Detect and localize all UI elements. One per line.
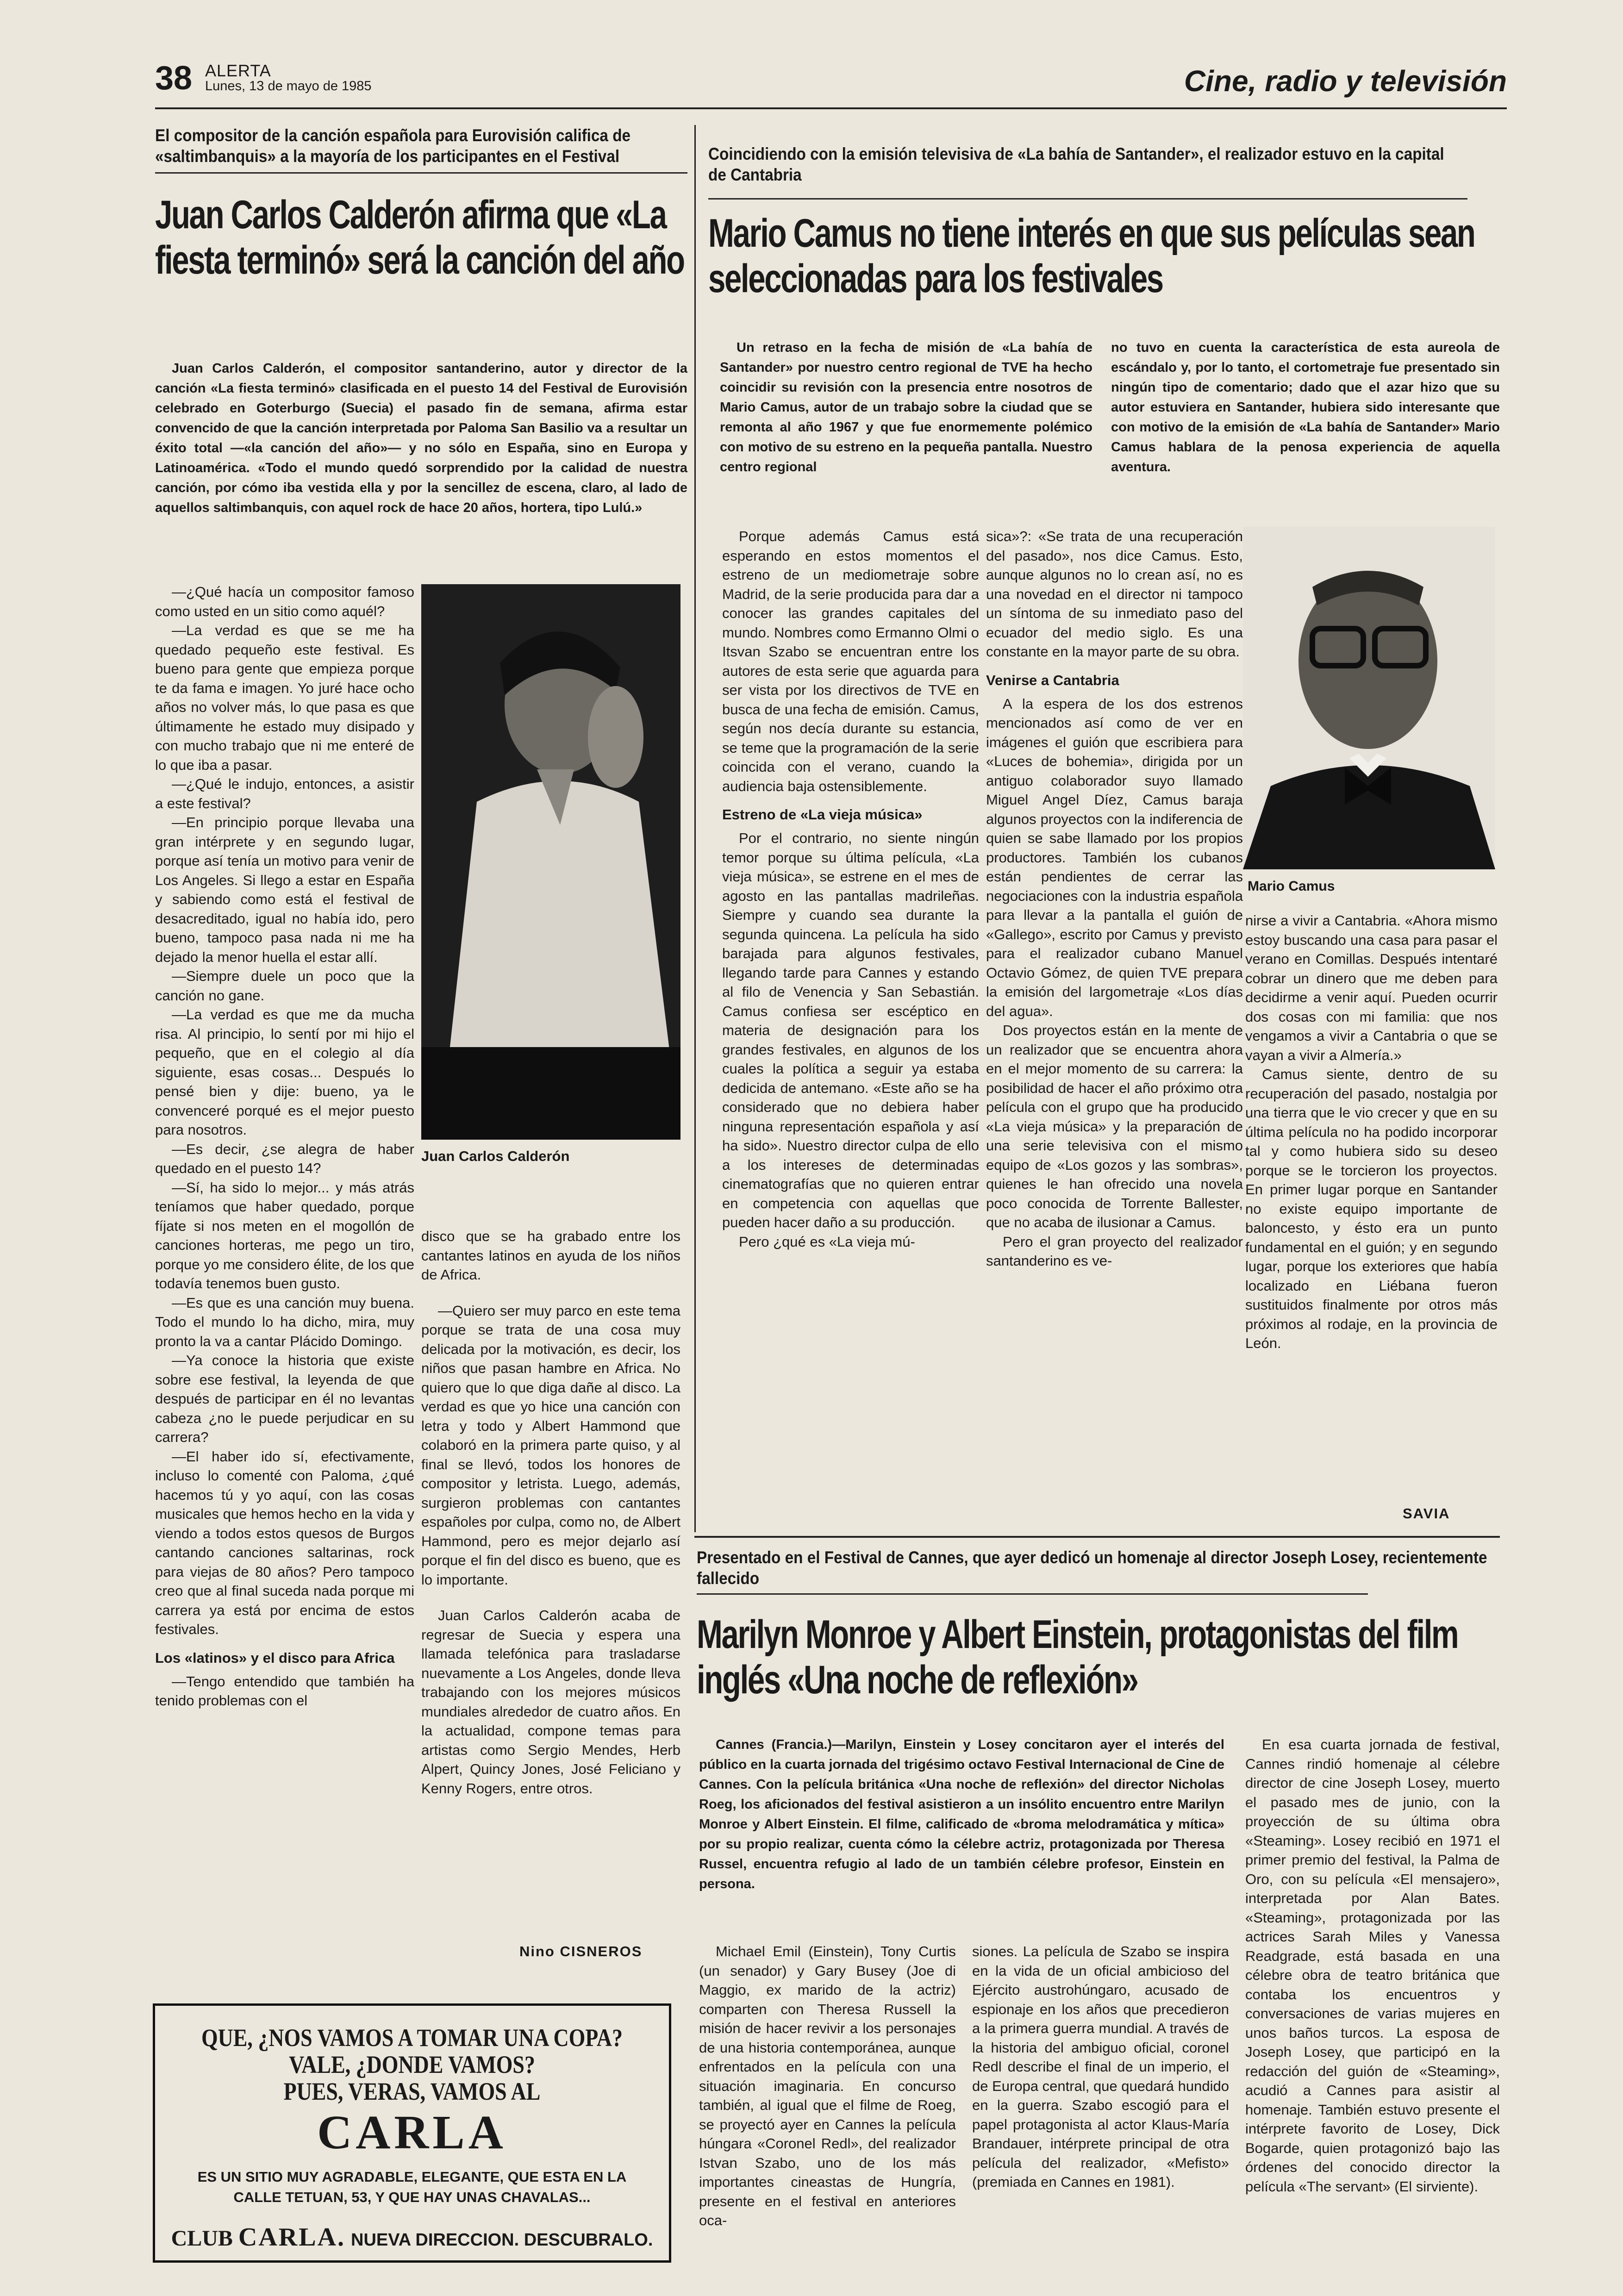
calderon-portrait-image (421, 584, 680, 1140)
calderon-paragraph: —¿Qué hacía un compositor famoso como usted en un sitio como aquél? (155, 584, 414, 619)
camus-paragraph: Camus siente, dentro de su recuperación del pasado, nostalgia por una tierra que le vio crecer y que en su última película no ha podido incorporar tal y como hubiera sido su deseo porque se le torcieron los proyectos. En primer lugar porque en Santander no existe equipo importante de baloncesto, y ésto era un punto fundamental en el guión; y en segundo lugar, porque los exteriores que había localizado en Liébana fueron sustituidos finalmente por otros más próximos al rodaje, en la provincia de León. (1245, 1066, 1498, 1351)
calderon-byline: Nino CISNEROS (519, 1943, 643, 1959)
camus-paragraph: nirse a vivir a Cantabria. «Ahora mismo estoy buscando una casa para pasar el verano en Comillas. Después intentaré cobrar un dinero que me deben para decidirme a venir aquí. Pueden ocurrir dos cosas con mi familia: que nos vengamos a vivir a Cantabria o que se vayan a vivir a Almería.» (1245, 912, 1498, 1063)
camus-subhead-2: Venirse a Cantabria (986, 672, 1119, 688)
camus-byline: SAVIA (1403, 1505, 1450, 1522)
losey-lead-text: Cannes (Francia.)—Marilyn, Einstein y Losey concitaron ayer el interés del público en la cuarta jornada del trigésimo octavo Festival Internacional de Cine de Cannes. Con la película británica «Una noche de reflexión» del director Nicholas Roeg, los aficionados del festival asistieron a un insólito encuentro entre Marilyn Monroe y Albert Einstein. El filme, calificado de «broma melodramática y mítica» por su propio realizar, cuenta cómo la célebre actriz, protagonizada por Theresa Russel, encuentra refugio al lado de un también célebre profesor, Einstein en persona. (699, 1737, 1224, 1891)
calderon-paragraph: disco que se ha grabado entre los cantantes latinos en ayuda de los niños de Africa. (421, 1228, 680, 1283)
header-rule (155, 107, 1507, 109)
losey-headline: Marilyn Monroe y Albert Einstein, protagonistas del film inglés «Una noche de reflexión» (697, 1612, 1458, 1702)
ad-line-1: QUE, ¿NOS VAMOS A TOMAR UNA COPA? (201, 2024, 623, 2052)
calderon-paragraph: —Siempre duele un poco que la canción no gane. (155, 968, 414, 1004)
calderon-paragraph: Juan Carlos Calderón acaba de regresar de Suecia y espera una llamada telefónica para trasladarse nuevamente a Los Angeles, donde lleva trabajando con los mejores músicos mundiales alrededor de cuatro años. En la actualidad, compone temas para artistas como Sergio Mendes, Herb Alpert, Quincy Jones, José Feliciano y Kenny Rogers, entre otros. (421, 1607, 680, 1797)
calderon-column-2 (421, 1227, 680, 1798)
ad-footer-club: CLUB (171, 2226, 233, 2251)
camus-photo (1243, 527, 1495, 869)
camus-paragraph: A la espera de los dos estrenos mencionados así como de ver en imágenes el guión que escribiera para «Luces de bohemia», dirigida por un antiguo colaborador suyo llamado Miguel Angel Díez, Camus baraja algunos proyectos con la indiferencia de quien se sabe llamado por los propios productores. También los cubanos están pendientes de cerrar las negociaciones con la industria española para llevar a la pantalla el guión de «Gallego», escrito por Camus y previsto para el realizador cubano Manuel Octavio Gómez, de quien TVE prepara la emisión del largometraje «Los días del agua». (986, 695, 1243, 1019)
camus-paragraph: Por el contrario, no siente ningún temor porque su última película, «La vieja música», se estrene en el mes de agosto en las pantallas madrileñas. Siempre y cuando sea durante la segunda quincena. La película ha sido barajada para algunos festivales, llegando tarde para Cannes y estando al filo de Venencia y San Sebastián. Camus confiesa ser escéptico en materia de designación para los grandes festivales, en algunos de los cuales la política a seguir ya estaba dedicida de antemano. «Este año se ha considerado que no debiera haber ninguna representación española y así ha sido». Nuestro director culpa de ello a los intereses de determinadas cinematografías que no quieren entrar en competencia con aquellas que pueden hacer daño a su producción. (722, 830, 979, 1230)
losey-column-1 (699, 1942, 956, 2230)
ad-line-3: PUES, VERAS, VAMOS AL (283, 2078, 541, 2105)
calderon-paragraph: —La verdad es que me da mucha risa. Al principio, lo sentí por mi hijo el pequeño, que en el colegio al día siguiente, esas cosas... Después lo pensé bien y dije: bueno, ya le convenceré porqué es el mejor puesto para nosotros. (155, 1006, 414, 1138)
section-title: Cine, radio y televisión (1184, 64, 1507, 98)
calderon-lead-text: Juan Carlos Calderón, el compositor santanderino, autor y director de la canción «La fiesta terminó» clasificada en el puesto 14 del Festival de Eurovisión celebrado en Goterburgo (Suecia) el pasado fin de semana, afirma estar convencido de que la canción interpretada por Paloma San Basilio va a resultar un éxito total —«la canción del año»— y no sólo en España, sino en Europa y Latinoamérica. «Todo el mundo quedó sorprendido por la calidad de nuestra canción, por cómo iba vestida ella y por la sencillez de escena, claro, al lado de aquellos saltimbanquis, con aquel rock de hace 20 años, hortera, tipo Lulú.» (155, 361, 687, 515)
calderon-column-1 (155, 582, 414, 1710)
page-number: 38 (155, 60, 193, 97)
camus-photo-caption: Mario Camus (1248, 879, 1335, 894)
ad-body: ES UN SITIO MUY AGRADABLE, ELEGANTE, QUE ESTA EN LA CALLE TETUAN, 53, Y QUE HAY UNAS CHAVALAS... (197, 2169, 627, 2205)
losey-article (697, 1547, 1502, 1702)
camus-paragraph: Pero ¿qué es «La vieja mú- (739, 1233, 915, 1250)
calderon-headline: Juan Carlos Calderón afirma que «La fiesta terminó» será la canción del año (155, 193, 684, 282)
losey-column-right (1245, 1735, 1500, 2196)
calderon-paragraph: —Es decir, ¿se alegra de haber quedado en el puesto 14? (155, 1141, 414, 1176)
camus-paragraph: Dos proyectos están en la mente de un realizador que se encuentra ahora en el mejor momento de su carrera: la posibilidad de hacer el año próximo otra película con el grupo que ha producido «La vieja música» y la preparación de una serie televisiva con el mismo equipo de «Los gozos y las sombras», quienes le han ofrecido una novela poco conocida de Torrente Ballester, que no acaba de ilusionar a Camus. (986, 1022, 1243, 1230)
losey-paragraph: siones. La película de Szabo se inspira en la vida de un oficial ambicioso del Ejército austrohúngaro, acusado de espionaje en los años que precedieron a la primera guerra mundial. A través de la historia del ambiguo oficial, coronel Redl describe el final de un imperio, el de Europa central, que quedará hundido en la guerra. Szabo escogió para el papel protagonista al actor Klaus-María Brandauer, intérprete principal de otra película del realizador, «Mefisto» (premiada en Cannes en 1981). (972, 1943, 1229, 2190)
vertical-divider (694, 125, 696, 1532)
losey-paragraph: En esa cuarta jornada de festival, Cannes rindió homenaje al célebre director de cine Joseph Losey, muerto el pasado mes de junio, con la proyección de su última obra «Steaming». Losey recibió en 1971 el primer premio del festival, la Palma de Oro, con su película «El mensajero», interpretada por Alan Bates. «Steaming», protagonizada por las actrices Sarah Miles y Vanessa Readgrade, está basada en una célebre obra de teatro británica que contaba los encuentros y conversaciones de varias mujeres en unos baños turcos. La esposa de Joseph Losey, que participó en la redacción del guión de «Steaming», acudió a Cannes para asistir al homenaje. También estuvo presente el intérprete favorito de Losey, Dick Bogarde, quien protagonizó bajo las órdenes del conocido director la película «The servant» (El sirviente). (1245, 1736, 1500, 2195)
camus-column-3 (1245, 911, 1498, 1353)
page-header (155, 51, 1507, 106)
issue-date: Lunes, 13 de mayo de 1985 (205, 79, 372, 94)
newspaper-name: ALERTA (205, 61, 271, 80)
calderon-paragraph: —¿Qué le indujo, entonces, a asistir a este festival? (155, 776, 414, 811)
camus-portrait-image (1243, 527, 1495, 869)
ad-footer-rest: NUEVA DIRECCION. DESCUBRALO. (351, 2230, 653, 2250)
camus-paragraph: Pero el gran proyecto del realizador santanderino es ve- (986, 1233, 1243, 1269)
losey-top-rule (694, 1536, 1500, 1538)
losey-column-2 (972, 1942, 1229, 2192)
calderon-photo-caption: Juan Carlos Calderón (421, 1148, 570, 1164)
camus-lead-col-2 (1111, 338, 1500, 477)
losey-kicker: Presentado en el Festival de Cannes, que ayer dedicó un homenaje al director Joseph Losey, recientemente fallecido (697, 1548, 1487, 1588)
camus-lead-col-1 (720, 338, 1092, 477)
calderon-lead (155, 359, 687, 518)
camus-subhead-1: Estreno de «La vieja música» (722, 806, 923, 823)
camus-kicker: Coincidiendo con la emisión televisiva de «La bahía de Santander», el realizador estuvo en la capital de Cantabria (708, 144, 1444, 184)
calderon-paragraph: —El haber ido sí, efectivamente, incluso lo comenté con Paloma, ¿qué hacemos tú y yo aquí, con las cosas musicales que hemos hecho en la vida y viendo a todos estos quesos de Burgos cantando canciones saltarinas, rock para viejas de 80 años? Pero tampoco creo que al final suceda nada porque mi carrera ya está por encima de estos festivales. (155, 1448, 414, 1637)
camus-column-1 (722, 527, 979, 1251)
ad-footer (155, 2222, 669, 2252)
calderon-paragraph: —Es que es una canción muy buena. Todo el mundo lo ha dicho, mira, muy pronto la va a cantar Plácido Domingo. (155, 1294, 414, 1349)
losey-paragraph: Michael Emil (Einstein), Tony Curtis (un senador) y Gary Busey (Joe di Maggio, ex marido de la actriz) comparten con Theresa Russell la misión de hacer revivir a los personajes de una historia contemporánea, aunque enfrentados en la película con una situación imaginaria. En concurso también, al igual que el filme de Roeg, se proyectó ayer en Cannes la película húngara «Coronel Redl», del realizador Istvan Szabo, uno de los más importantes cineastas de Hungría, presente en el festival en anteriores oca- (699, 1943, 956, 2228)
camus-lead-text: no tuvo en cuenta la característica de esta aureola de escándalo y, por lo tanto, el cortometraje fue presentado sin ningún tipo de comentario; dado que el azar hizo que su autor estuviera en Santander, hubiera sido interesante que con motivo de la emisión de «La bahía de Santander» Mario Camus hablara de la penosa experiencia de aquella aventura. (1111, 340, 1500, 474)
camus-headline: Mario Camus no tiene interés en que sus películas sean seleccionadas para los festivales (708, 211, 1475, 301)
ad-venue-name: CARLA (317, 2106, 507, 2159)
calderon-kicker-rule (155, 172, 687, 174)
calderon-paragraph: —En principio porque llevaba una gran intérprete y en segundo lugar, porque así tenía un motivo para venir de Los Angeles. Si llego a estar en España y sabiendo como está el festival de desacreditado, igual no había ido, pero bueno, tampoco pasa nada ni me ha dejado la menor huella el estar allí. (155, 814, 414, 965)
camus-paragraph: Porque además Camus está esperando en estos momentos el estreno de un mediometraje sobre Madrid, de la serie producida para dar a conocer las grandes capitales del mundo. Nombres como Ermanno Olmi o Itsvan Szabo se encuentran entre los autores de esta serie que aguarda para ser vista por los directivos de TVE en busca de una fecha de emisión. Camus, según nos decía durante su estancia, se teme que la programación de la serie coincida con el verano, cuando la audiencia baja ostensiblemente. (722, 528, 979, 794)
calderon-paragraph: —La verdad es que se me ha quedado pequeño este festival. Es bueno para gente que empieza porque te da fama e imagen. Yo juré hace ocho años no volver más, lo que pasa es que últimamente he estado muy disipado y con mucho trabajo que ni me enteré de lo que iba a pasar. (155, 622, 414, 773)
calderon-subhead: Los «latinos» y el disco para Africa (155, 1649, 395, 1666)
calderon-photo (421, 584, 680, 1140)
camus-column-2 (986, 527, 1243, 1271)
calderon-paragraph: —Quiero ser muy parco en este tema porque se trata de una cosa muy delicada por la motivación, es decir, los niños que pasan hambre en Africa. No quiero que lo que diga dañe al disco. La verdad es que yo hice una canción con letra y todo y Albert Hammond que colaboró en la primera parte quiso, y al final se llevó, todos los honores de compositor y letrista. Luego, además, surgieron problemas con cantantes españoles por culpa, como no, de Albert Hammond, pero es mejor dejarlo así porque el fin del disco es bueno, que es lo importante. (421, 1302, 680, 1588)
calderon-paragraph: —Tengo entendido que también ha tenido problemas con el (155, 1673, 414, 1709)
ad-line-2: VALE, ¿DONDE VAMOS? (289, 2051, 535, 2078)
losey-kicker-rule (697, 1593, 1368, 1595)
calderon-kicker: El compositor de la canción española para Eurovisión califica de «saltimbanquis» a la mayoría de los participantes en el Festival (155, 126, 631, 166)
losey-lead (699, 1735, 1224, 1894)
camus-kicker-rule (708, 198, 1467, 200)
calderon-paragraph: —Sí, ha sido lo mejor... y más atrás teníamos que haber quedado, porque fíjate si nos meten en el mogollón de canciones horteras, me pego un tiro, porque yo me considero élite, de los que todavía tenemos buen gusto. (155, 1179, 414, 1292)
camus-paragraph: sica»?: «Se trata de una recuperación del pasado», nos dice Camus. Esto, aunque algunos no lo crean así, no es una novedad en el director ni tampoco un síntoma de su inmediato paso del ecuador del medio siglo. Es una constante en la mayor parte de su obra. (986, 528, 1243, 660)
ad-footer-name: CARLA. (238, 2223, 346, 2252)
carla-advertisement (153, 2003, 671, 2263)
calderon-paragraph: —Ya conoce la historia que existe sobre ese festival, la leyenda de que después de participar en él no levantas cabeza ¿no le puede perjudicar en su carrera? (155, 1352, 414, 1445)
camus-lead-text: Un retraso en la fecha de misión de «La bahía de Santander» por nuestro centro regional de TVE ha hecho coincidir su revisión con la presencia entre nosotros de Mario Camus, autor de un trabajo sobre la ciudad que se remonta al año 1967 y que fue enormemente polémico con motivo de su estreno en la pequeña pantalla. Nuestro centro regional (720, 340, 1092, 474)
